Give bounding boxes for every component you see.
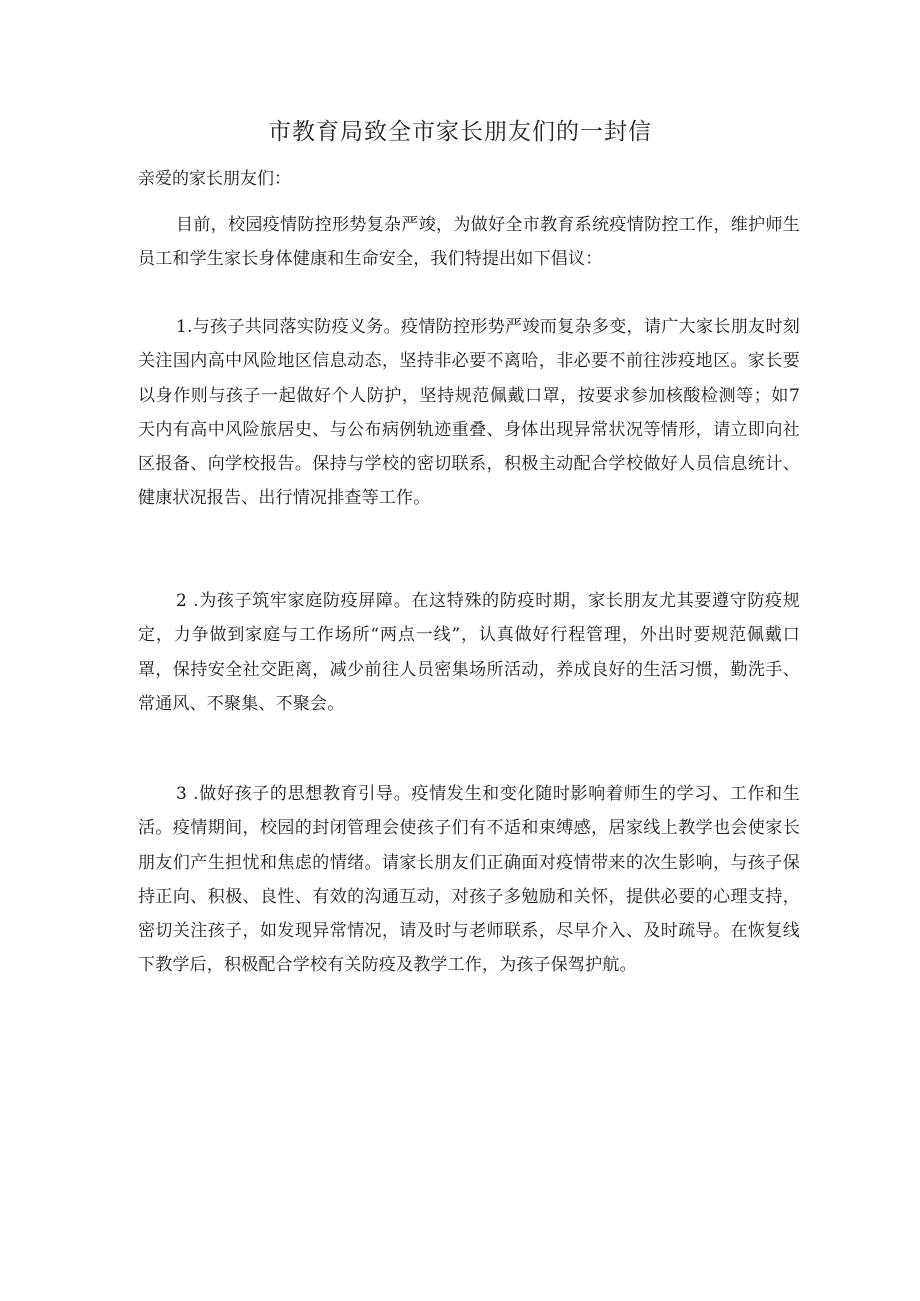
paragraph-item-2: 2 .为孩子筑牢家庭防疫屏障。在这特殊的防疫时期，家长朋友尤其要遵守防疫规定，力争做到家庭与工作场所“两点一线”，认真做好行程管理，外出时要规范佩戴口罩，保持安全社交距离，减少前往人员密集场所活动，养成良好的生活习惯，勤洗手、常通风、不聚集、不聚会。 (138, 591, 800, 714)
letter-title: 市教育局致全市家长朋友们的一封信 (268, 119, 652, 145)
salutation: 亲爱的家长朋友们： (138, 169, 291, 189)
paragraph-item-3: 3 .做好孩子的思想教育引导。疫情发生和变化随时影响着师生的学习、工作和生活。疫情期间，校园的封闭管理会使孩子们有不适和束缚感，居家线上教学也会使家长朋友们产生担忧和焦虑的情绪。请家长朋友们正确面对疫情带来的次生影响，与孩子保持正向、积极、良性、有效的沟通互动，对孩子多勉励和关怀，提供必要的心理支持，密切关注孩子，如发现异常情况，请及时与老师联系，尽早介入、及时疏导。在恢复线下教学后，积极配合学校有关防疫及教学工作，为孩子保驾护航。 (138, 784, 800, 976)
paragraph-intro: 目前，校园疫情防控形势复杂严竣，为做好全市教育系统疫情防控工作，维护师生员工和学生家长身体健康和生命安全，我们特提出如下倡议： (138, 215, 800, 270)
paragraph-item-1: 1.与孩子共同落实防疫义务。疫情防控形势严竣而复杂多变，请广大家长朋友时刻关注国内高中风险地区信息动态，坚持非必要不离哈，非必要不前往涉疫地区。家长要以身作则与孩子一起做好个人防护，坚持规范佩戴口罩，按要求参加核酸检测等；如7天内有高中风险旅居史、与公布病例轨迹重叠、身体出现异常状况等情形，请立即向社区报备、向学校报告。保持与学校的密切联系，积极主动配合学校做好人员信息统计、健康状况报告、出行情况排查等工作。 (138, 317, 800, 509)
